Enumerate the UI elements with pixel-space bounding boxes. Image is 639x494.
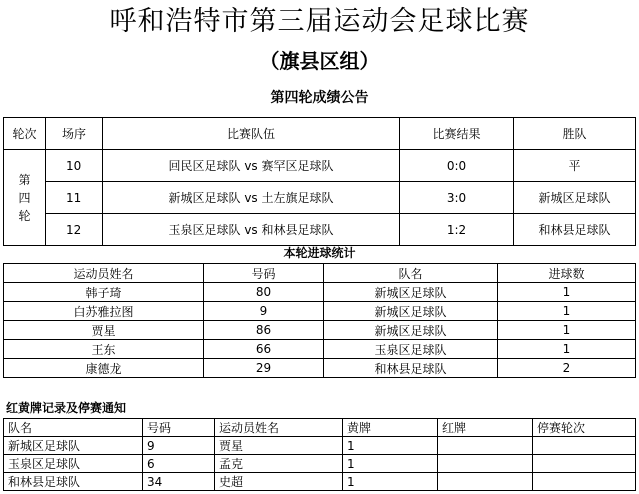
player-name: 韩子琦 [4, 283, 204, 302]
goals-heading: 本轮进球统计 [283, 246, 356, 260]
cards-header-row [4, 419, 636, 437]
table-row [4, 150, 636, 182]
match-teams: 玉泉区足球队 vs 和林县足球队 [103, 214, 400, 246]
table-row [4, 473, 636, 491]
goals-header-row [4, 264, 636, 283]
match-winner: 和林县足球队 [514, 214, 636, 246]
match-score: 0:0 [400, 150, 514, 182]
round-label: 第四轮 [18, 172, 31, 223]
card-player-name: 孟克 [215, 455, 343, 473]
col-header-team: 队名 [4, 419, 143, 437]
player-number: 86 [204, 321, 324, 340]
announcement-heading: 第四轮成绩公告 [270, 90, 369, 106]
player-name: 王东 [4, 340, 204, 359]
card-number: 6 [143, 455, 215, 473]
card-suspension [533, 473, 636, 491]
col-header-suspension: 停赛轮次 [533, 419, 636, 437]
match-score: 1:2 [400, 214, 514, 246]
card-number: 34 [143, 473, 215, 491]
player-name: 贾星 [4, 321, 204, 340]
match-no: 10 [46, 150, 103, 182]
col-header-winner: 胜队 [514, 118, 636, 150]
col-header-goals: 进球数 [498, 264, 636, 283]
card-team: 玉泉区足球队 [4, 455, 143, 473]
player-team: 和林县足球队 [324, 359, 498, 378]
table-row [4, 340, 636, 359]
page-subtitle: （旗县区组） [259, 49, 380, 73]
table-row [4, 455, 636, 473]
match-score: 3:0 [400, 182, 514, 214]
card-team: 新城区足球队 [4, 437, 143, 455]
player-name: 康德龙 [4, 359, 204, 378]
table-row [4, 283, 636, 302]
card-red [438, 437, 533, 455]
player-name: 白苏雅拉图 [4, 302, 204, 321]
col-header-match-no: 场序 [46, 118, 103, 150]
cards-table [3, 418, 636, 491]
player-number: 9 [204, 302, 324, 321]
card-player-name: 贾星 [215, 437, 343, 455]
match-no: 11 [46, 182, 103, 214]
table-row [4, 321, 636, 340]
card-yellow: 1 [343, 455, 438, 473]
col-header-number: 号码 [204, 264, 324, 283]
player-goals: 1 [498, 340, 636, 359]
col-header-score: 比赛结果 [400, 118, 514, 150]
round-label-cell [4, 150, 46, 246]
match-no: 12 [46, 214, 103, 246]
card-suspension [533, 437, 636, 455]
col-header-teams: 比赛队伍 [103, 118, 400, 150]
player-goals: 1 [498, 302, 636, 321]
card-number: 9 [143, 437, 215, 455]
player-number: 29 [204, 359, 324, 378]
player-number: 66 [204, 340, 324, 359]
cards-heading: 红黄牌记录及停赛通知 [6, 401, 127, 415]
player-team: 新城区足球队 [324, 283, 498, 302]
col-header-red-card: 红牌 [438, 419, 533, 437]
match-teams: 回民区足球队 vs 赛罕区足球队 [103, 150, 400, 182]
table-row [4, 214, 636, 246]
table-row [4, 302, 636, 321]
table-row [4, 182, 636, 214]
results-header-row [4, 118, 636, 150]
player-goals: 1 [498, 283, 636, 302]
card-player-name: 史超 [215, 473, 343, 491]
card-red [438, 455, 533, 473]
col-header-player-name: 运动员姓名 [4, 264, 204, 283]
goals-table [3, 263, 636, 378]
col-header-team: 队名 [324, 264, 498, 283]
col-header-yellow-card: 黄牌 [343, 419, 438, 437]
table-row [4, 437, 636, 455]
player-team: 新城区足球队 [324, 302, 498, 321]
col-header-number: 号码 [143, 419, 215, 437]
player-team: 新城区足球队 [324, 321, 498, 340]
card-yellow: 1 [343, 473, 438, 491]
player-goals: 2 [498, 359, 636, 378]
table-row [4, 359, 636, 378]
player-number: 80 [204, 283, 324, 302]
player-goals: 1 [498, 321, 636, 340]
results-table [3, 117, 636, 246]
card-red [438, 473, 533, 491]
match-winner: 平 [514, 150, 636, 182]
player-team: 玉泉区足球队 [324, 340, 498, 359]
col-header-round: 轮次 [4, 118, 46, 150]
card-suspension [533, 455, 636, 473]
card-yellow: 1 [343, 437, 438, 455]
col-header-player-name: 运动员姓名 [215, 419, 343, 437]
card-team: 和林县足球队 [4, 473, 143, 491]
match-winner: 新城区足球队 [514, 182, 636, 214]
page-title: 呼和浩特市第三届运动会足球比赛 [109, 6, 530, 37]
match-teams: 新城区足球队 vs 土左旗足球队 [103, 182, 400, 214]
